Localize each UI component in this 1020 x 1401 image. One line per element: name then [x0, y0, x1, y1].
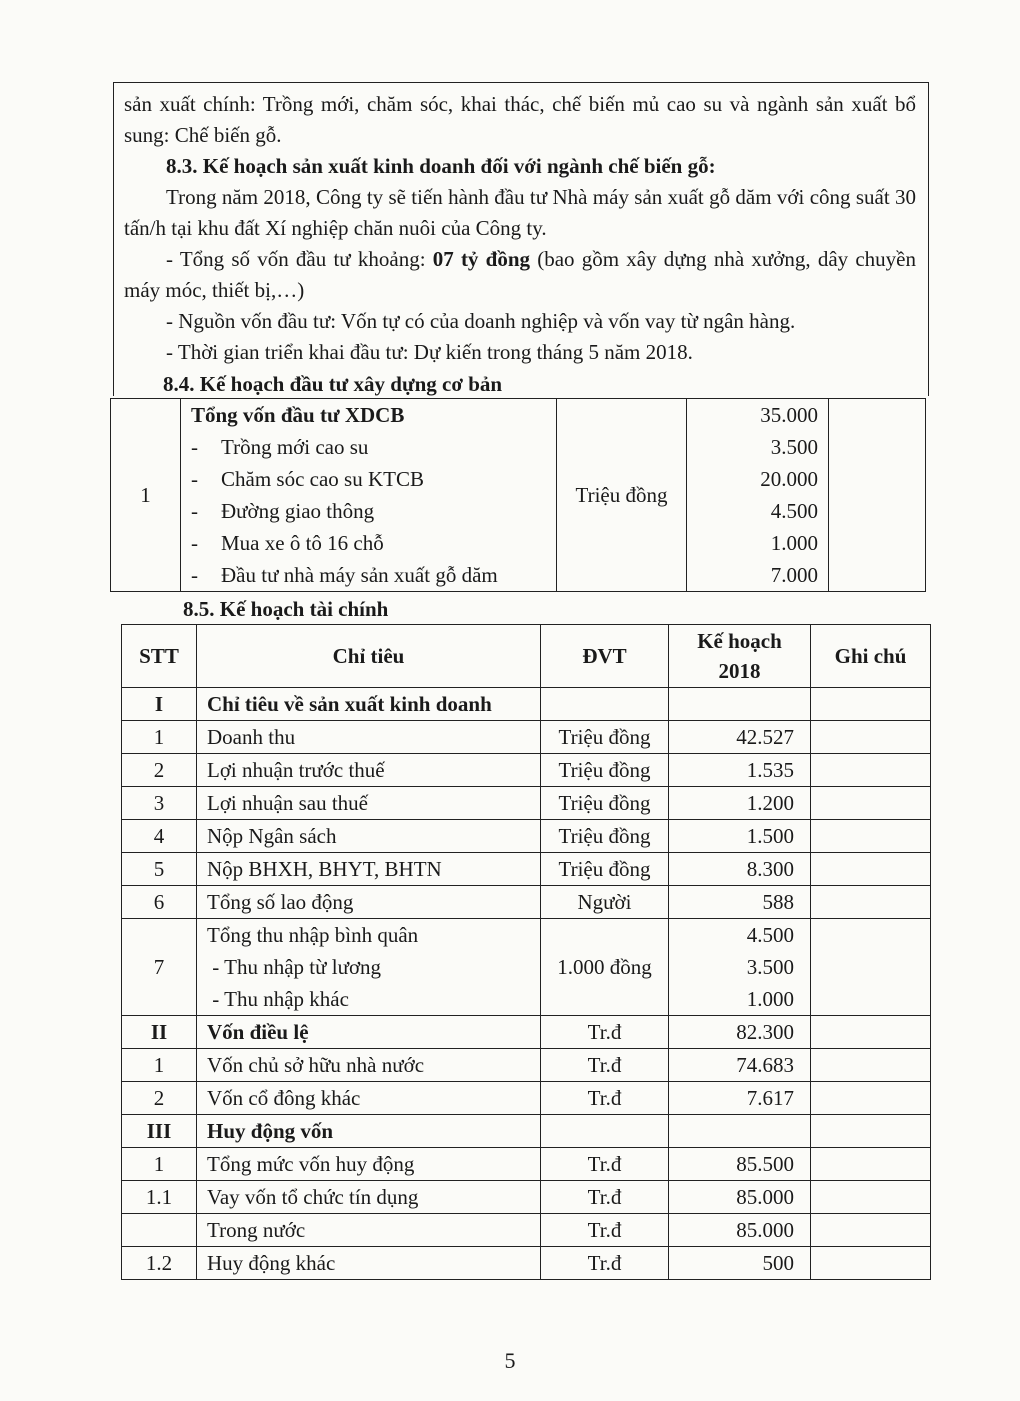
row-label: Doanh thu	[197, 721, 541, 754]
finance-table	[121, 624, 931, 1280]
table-row	[122, 853, 931, 886]
row-value: 85.500	[669, 1148, 811, 1181]
t84-title: Tổng vốn đầu tư XDCB	[191, 403, 405, 427]
row-note	[811, 787, 931, 820]
row-dvt: Triệu đồng	[541, 820, 669, 853]
table-row	[122, 787, 931, 820]
t84-item-value: 4.500	[770, 499, 818, 523]
t84-item	[191, 559, 546, 591]
row-label: Tổng mức vốn huy động	[197, 1148, 541, 1181]
section-stt: I	[122, 688, 197, 721]
row-note	[811, 721, 931, 754]
t84-item-label: Mua xe ô tô 16 chỗ	[221, 531, 384, 555]
list-dash: -	[191, 531, 198, 555]
table-row	[122, 886, 931, 919]
row-note	[811, 919, 931, 1016]
row-note	[811, 820, 931, 853]
section-label: Chỉ tiêu về sản xuất kinh doanh	[197, 688, 541, 721]
row-dvt: Triệu đồng	[541, 787, 669, 820]
list-dash: -	[191, 499, 198, 523]
row-note	[811, 1082, 931, 1115]
capital-amount: 07 tỷ đồng	[432, 247, 530, 271]
row-value: 85.000	[669, 1181, 811, 1214]
intro-paragraph: sản xuất chính: Trồng mới, chăm sóc, khai thác, chế biến mủ cao su và ngành sản xuất bổ sung: Chế biến gỗ.	[124, 92, 916, 147]
table-row	[122, 688, 931, 721]
heading-8-5: 8.5. Kế hoạch tài chính	[183, 597, 389, 621]
row-dvt: 1.000 đồng	[541, 919, 669, 1016]
finance-table-body	[122, 688, 931, 1280]
t84-item-value: 3.500	[770, 435, 818, 459]
row-note	[811, 1247, 931, 1280]
t84-item	[191, 527, 546, 559]
row-stt: 1.2	[122, 1247, 197, 1280]
table-row	[122, 754, 931, 787]
paragraph-timeline: - Thời gian triển khai đầu tư: Dự kiến trong tháng 5 năm 2018.	[166, 340, 693, 364]
heading-8-3: 8.3. Kế hoạch sản xuất kinh doanh đối với ngành chế biến gỗ:	[166, 154, 716, 178]
table-row	[122, 1214, 931, 1247]
section-note	[811, 688, 931, 721]
row-value: 7.617	[669, 1082, 811, 1115]
row-note	[811, 1214, 931, 1247]
row-label-multi	[197, 919, 541, 1016]
row-label: Huy động khác	[197, 1247, 541, 1280]
t84-item	[191, 431, 546, 463]
col-ke-hoach: Kế hoạch 2018	[669, 625, 811, 688]
section-stt: III	[122, 1115, 197, 1148]
table-row	[122, 1016, 931, 1049]
t84-item-label: Trồng mới cao su	[221, 435, 369, 459]
row-value: 85.000	[669, 1214, 811, 1247]
paragraph-capital-source: - Nguồn vốn đầu tư: Vốn tự có của doanh nghiệp và vốn vay từ ngân hàng.	[166, 309, 796, 333]
row-value: 588	[669, 886, 811, 919]
row-label: Nộp BHXH, BHYT, BHTN	[197, 853, 541, 886]
row-stt	[122, 1214, 197, 1247]
table-row	[122, 1049, 931, 1082]
table-row	[122, 820, 931, 853]
row7-value: 3.500	[746, 955, 794, 979]
row-stt: 7	[122, 919, 197, 1016]
row-note	[811, 1049, 931, 1082]
t84-item-label: Đường giao thông	[221, 499, 375, 523]
row-stt: 1	[122, 1148, 197, 1181]
table-row	[122, 1247, 931, 1280]
row-dvt: Tr.đ	[541, 1049, 669, 1082]
col-stt: STT	[122, 625, 197, 688]
t84-item-value: 20.000	[760, 467, 818, 491]
t84-item-label: Chăm sóc cao su KTCB	[221, 467, 424, 491]
row-dvt: Tr.đ	[541, 1247, 669, 1280]
intro-text-block	[113, 82, 929, 396]
row-value: 1.535	[669, 754, 811, 787]
row7-value: 1.000	[746, 987, 794, 1011]
section-dvt	[541, 688, 669, 721]
row-stt: 1	[122, 1049, 197, 1082]
list-dash: -	[191, 435, 198, 459]
row-note	[811, 754, 931, 787]
t84-total: 35.000	[760, 403, 818, 427]
row-stt: 4	[122, 820, 197, 853]
row7-label: Tổng thu nhập bình quân	[207, 923, 419, 947]
table-row	[122, 919, 931, 1016]
table-header-row	[122, 625, 931, 688]
row-label: Nộp Ngân sách	[197, 820, 541, 853]
paragraph-investment: Trong năm 2018, Công ty sẽ tiến hành đầu tư Nhà máy sản xuất gỗ dăm với công suất 30 tấn/h tại khu đất Xí nghiệp chăn nuôi của Công ty.	[124, 185, 916, 240]
t84-stt: 1	[111, 399, 181, 592]
row-label: Lợi nhuận trước thuế	[197, 754, 541, 787]
t84-item	[191, 495, 546, 527]
row-note	[811, 1148, 931, 1181]
section-dvt: Tr.đ	[541, 1016, 669, 1049]
row-dvt: Triệu đồng	[541, 721, 669, 754]
row7-label: - Thu nhập từ lương	[207, 955, 382, 979]
row-dvt: Tr.đ	[541, 1082, 669, 1115]
row-stt: 2	[122, 1082, 197, 1115]
row-label: Vay vốn tổ chức tín dụng	[197, 1181, 541, 1214]
row-value: 74.683	[669, 1049, 811, 1082]
row-stt: 3	[122, 787, 197, 820]
t84-unit: Triệu đồng	[557, 399, 687, 592]
row-stt: 6	[122, 886, 197, 919]
row-value: 500	[669, 1247, 811, 1280]
row-value-multi	[669, 919, 811, 1016]
row-stt: 5	[122, 853, 197, 886]
page-number: 5	[504, 1348, 516, 1373]
t84-value-list	[697, 431, 818, 591]
row-value: 42.527	[669, 721, 811, 754]
row-dvt: Tr.đ	[541, 1214, 669, 1247]
row-note	[811, 853, 931, 886]
col-chi-tieu: Chỉ tiêu	[197, 625, 541, 688]
list-dash: -	[191, 563, 198, 587]
row-label: Tổng số lao động	[197, 886, 541, 919]
t84-item-value: 1.000	[770, 531, 818, 555]
t84-item-value: 7.000	[770, 563, 818, 587]
section-value	[669, 688, 811, 721]
section-dvt	[541, 1115, 669, 1148]
heading-8-4: 8.4. Kế hoạch đầu tư xây dựng cơ bản	[163, 372, 503, 396]
row-stt: 1	[122, 721, 197, 754]
section-label: Vốn điều lệ	[197, 1016, 541, 1049]
table-row	[122, 721, 931, 754]
row7-label: - Thu nhập khác	[207, 987, 349, 1011]
row-label: Lợi nhuận sau thuế	[197, 787, 541, 820]
t84-item-list	[191, 431, 546, 591]
table-row	[122, 1115, 931, 1148]
table-row	[122, 1181, 931, 1214]
section-label: Huy động vốn	[197, 1115, 541, 1148]
row-label: Vốn cổ đông khác	[197, 1082, 541, 1115]
table-row	[111, 399, 926, 592]
paragraph-total-capital: - Tổng số vốn đầu tư khoảng: 07 tỷ đồng (bao gồm xây dựng nhà xưởng, dây chuyền máy móc, thiết bị,…)	[124, 247, 916, 302]
row-dvt: Tr.đ	[541, 1181, 669, 1214]
section-note	[811, 1016, 931, 1049]
row-dvt: Người	[541, 886, 669, 919]
list-dash: -	[191, 467, 198, 491]
t84-item	[191, 463, 546, 495]
row-stt: 2	[122, 754, 197, 787]
section-value	[669, 1115, 811, 1148]
table-row	[122, 1082, 931, 1115]
col-dvt: ĐVT	[541, 625, 669, 688]
row-dvt: Triệu đồng	[541, 754, 669, 787]
investment-table	[110, 398, 926, 592]
table-row	[122, 1148, 931, 1181]
section-stt: II	[122, 1016, 197, 1049]
row-label: Vốn chủ sở hữu nhà nước	[197, 1049, 541, 1082]
t84-items-cell	[181, 399, 557, 592]
row-dvt: Triệu đồng	[541, 853, 669, 886]
row-value: 1.500	[669, 820, 811, 853]
t84-values-cell	[687, 399, 829, 592]
row-stt: 1.1	[122, 1181, 197, 1214]
row-note	[811, 1181, 931, 1214]
t84-note	[829, 399, 926, 592]
row-label: Trong nước	[197, 1214, 541, 1247]
section-note	[811, 1115, 931, 1148]
row-value: 8.300	[669, 853, 811, 886]
row7-value: 4.500	[746, 923, 794, 947]
row-dvt: Tr.đ	[541, 1148, 669, 1181]
col-ghi-chu: Ghi chú	[811, 625, 931, 688]
row-note	[811, 886, 931, 919]
t84-item-label: Đầu tư nhà máy sản xuất gỗ dăm	[221, 563, 498, 587]
section-value: 82.300	[669, 1016, 811, 1049]
row-value: 1.200	[669, 787, 811, 820]
